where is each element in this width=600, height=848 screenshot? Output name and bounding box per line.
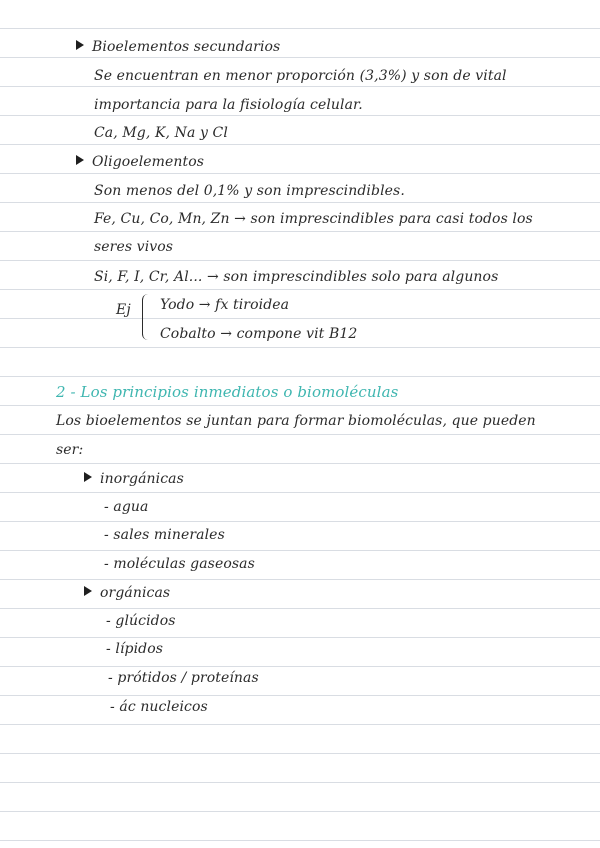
- section2-line-2: ser:: [56, 442, 84, 458]
- ej-item-1: Yodo → fx tiroidea: [160, 297, 290, 313]
- org-item: - lípidos: [106, 641, 164, 657]
- ej-item-2: Cobalto → compone vit B12: [160, 326, 358, 342]
- bullet-arrow-icon: [84, 472, 92, 482]
- brace-icon: [142, 294, 153, 340]
- oligo-line-1: Son menos del 0,1% y son imprescindibles.: [94, 183, 405, 199]
- section2-title: 2 - Los principios inmediatos o biomoléculas: [56, 383, 399, 401]
- org-item: - prótidos / proteínas: [108, 670, 259, 686]
- inorg-item: - agua: [104, 499, 149, 515]
- bullet-organicas: [84, 584, 170, 602]
- inorg-title: inorgánicas: [100, 471, 184, 487]
- bullet-inorganicas: [84, 470, 184, 488]
- oligo-line-2: Fe, Cu, Co, Mn, Zn → son imprescindibles para casi todos los: [94, 211, 533, 227]
- org-item: - ác nucleicos: [110, 699, 208, 715]
- oligo-line-4: Si, F, I, Cr, Al... → son imprescindibles solo para algunos: [94, 269, 499, 285]
- bullet-arrow-icon: [76, 155, 84, 165]
- org-item: - glúcidos: [106, 613, 176, 629]
- bullet-arrow-icon: [76, 40, 84, 50]
- section2-line-1: Los bioelementos se juntan para formar biomoléculas, que pueden: [56, 413, 536, 429]
- bullet-oligo: [76, 153, 204, 171]
- secundarios-line-3: Ca, Mg, K, Na y Cl: [94, 125, 228, 141]
- inorg-item: - moléculas gaseosas: [104, 556, 255, 572]
- oligo-line-3: seres vivos: [94, 239, 174, 255]
- oligo-title: Oligoelementos: [92, 154, 205, 170]
- inorg-item: - sales minerales: [104, 527, 225, 543]
- org-title: orgánicas: [100, 585, 171, 601]
- secundarios-line-1: Se encuentran en menor proporción (3,3%) y son de vital: [94, 68, 507, 84]
- secundarios-line-2: importancia para la fisiología celular.: [94, 97, 363, 113]
- ej-label: Ej: [116, 302, 131, 318]
- secundarios-title: Bioelementos secundarios: [92, 39, 281, 55]
- bullet-arrow-icon: [84, 586, 92, 596]
- bullet-secundarios: [76, 38, 280, 56]
